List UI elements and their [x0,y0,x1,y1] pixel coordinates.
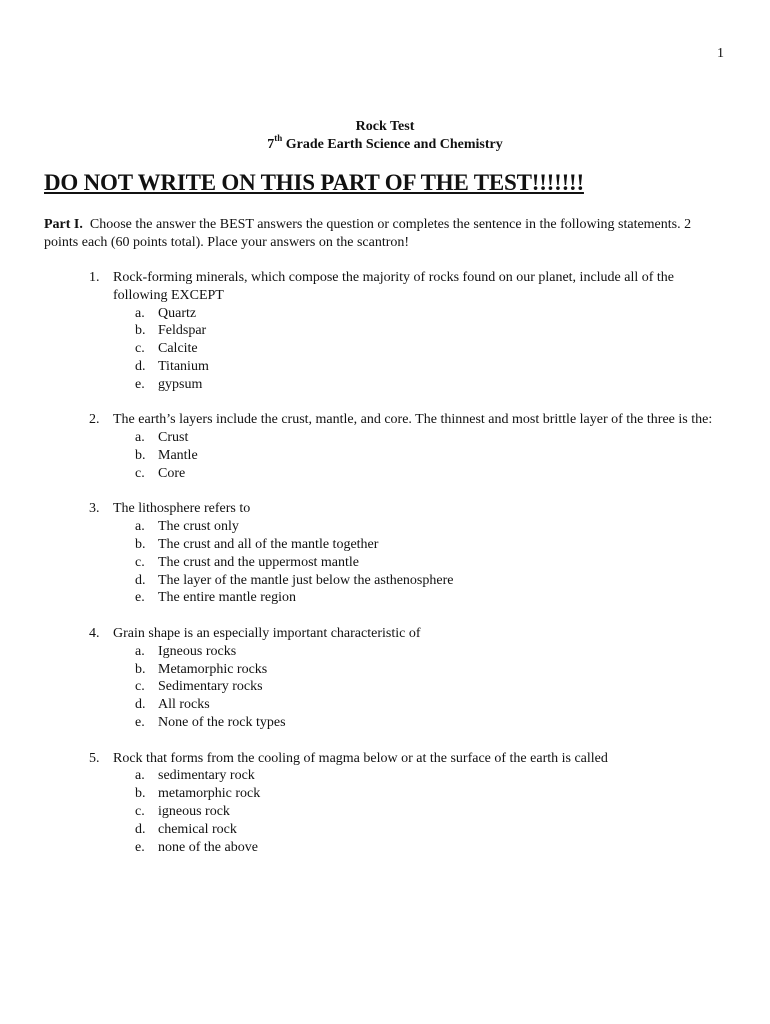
option-text: metamorphic rock [158,786,261,802]
option-letter: a. [135,305,145,321]
option-text: The crust and the uppermost mantle [158,554,359,570]
question-number: 5. [89,750,100,766]
part-label: Part I. [44,217,83,232]
option-list [113,643,723,732]
option [113,536,723,554]
option-letter: d. [135,572,146,588]
option-text: The crust only [158,519,239,535]
option-letter: c. [135,341,145,357]
option [113,767,723,785]
option-letter: d. [135,358,146,374]
option-letter: a. [135,519,145,535]
grade-number: 7 [267,137,275,152]
instructions [44,216,724,252]
option-letter: e. [135,714,145,730]
question-number: 4. [89,625,100,641]
option-list [113,305,723,394]
document-title: Rock Test [355,119,415,134]
option-text: chemical rock [158,821,237,837]
option-text: Mantle [158,447,198,463]
option-text: Crust [158,430,189,446]
question-list [0,269,770,874]
option [113,839,723,857]
option-list [113,429,723,482]
option-text: The crust and all of the mantle together [158,536,379,552]
question-number: 2. [89,412,100,428]
option-letter: c. [135,679,145,695]
option-text: The layer of the mantle just below the asthenosphere [158,572,454,588]
option [113,821,723,839]
option-letter: c. [135,803,145,819]
option-list [113,518,723,607]
grade-superscript: th [274,133,283,144]
option-letter: b. [135,786,146,802]
warning-heading: DO NOT WRITE ON THIS PART OF THE TEST!!!!!!! [44,170,584,195]
option-text: Core [158,465,186,481]
option-letter: b. [135,661,146,677]
option [113,305,723,323]
option-letter: a. [135,430,145,446]
option [113,643,723,661]
option [113,554,723,572]
option [113,696,723,714]
option-text: All rocks [158,697,210,713]
option-letter: e. [135,376,145,392]
option-text: Igneous rocks [158,643,237,659]
option-text: None of the rock types [158,714,286,730]
option-text: Sedimentary rocks [158,679,263,695]
question-4 [0,625,723,732]
option [113,376,723,394]
option-letter: e. [135,839,145,855]
option [113,429,723,447]
question-3 [0,500,723,607]
option-text: Quartz [158,305,197,321]
question-number: 1. [89,270,100,285]
option-text: igneous rock [158,803,230,819]
option-letter: c. [135,554,145,570]
option-text: gypsum [158,376,203,392]
option-text: Feldspar [158,323,207,339]
question-5 [0,750,723,857]
option-letter: a. [135,643,145,659]
instructions-text: Choose the answer the BEST answers the question or completes the sentence in the following statements. 2 points each (60 points total). Place your answers on the scantron! [44,217,695,250]
option-letter: d. [135,821,146,837]
option-text: Calcite [158,341,198,357]
document-header [0,118,770,154]
question-text: Rock-forming minerals, which compose the majority of rocks found on our planet, include all of the following EXCEPT [113,270,675,303]
option [113,322,723,340]
option-letter: e. [135,590,145,606]
option-letter: b. [135,447,146,463]
option [113,358,723,376]
subtitle-text: Grade Earth Science and Chemistry [282,137,503,152]
document-subtitle [0,133,770,154]
option-letter: a. [135,768,145,784]
option [113,803,723,821]
option-letter: b. [135,536,146,552]
option [113,340,723,358]
option-text: Metamorphic rocks [158,661,268,677]
question-2 [0,411,723,482]
option [113,518,723,536]
option-text: sedimentary rock [158,768,255,784]
question-text: The lithosphere refers to [113,501,251,517]
option [113,785,723,803]
option-text: Titanium [158,358,209,374]
question-text: Grain shape is an especially important characteristic of [113,625,421,641]
option-text: none of the above [158,839,258,855]
page-number: 1 [717,46,724,61]
option-list [113,767,723,856]
question-number: 3. [89,501,100,517]
option-letter: c. [135,465,145,481]
option [113,589,723,607]
question-text: Rock that forms from the cooling of magma below or at the surface of the earth is called [113,750,608,766]
question-text: The earth’s layers include the crust, mantle, and core. The thinnest and most brittle layer of the three is the: [113,412,713,428]
option [113,661,723,679]
option-letter: d. [135,697,146,713]
option [113,678,723,696]
option-text: The entire mantle region [158,590,296,606]
option [113,714,723,732]
option [113,572,723,590]
question-1 [0,269,723,394]
option [113,465,723,483]
option-letter: b. [135,323,146,339]
option [113,447,723,465]
